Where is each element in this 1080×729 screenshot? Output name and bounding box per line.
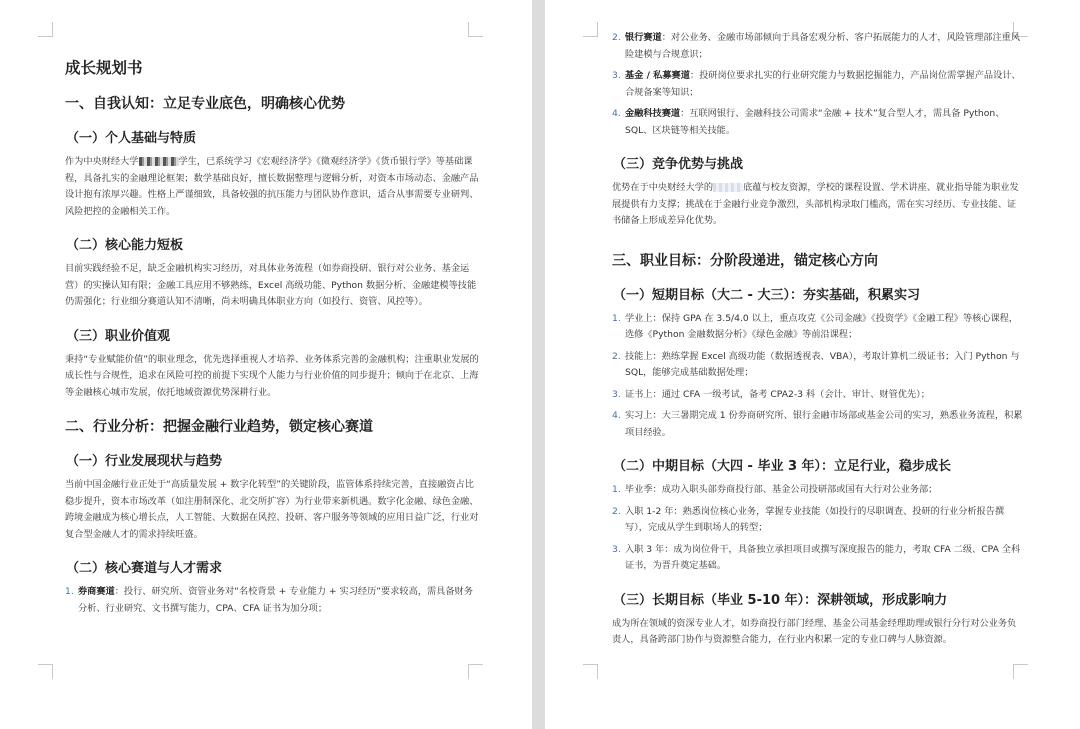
crop-mark <box>1013 664 1028 679</box>
list-item-text: ：互联网银行、金融科技公司需求“金融 + 技术”复合型人才，需具备 Python、SQL、区块链等相关技能。 <box>625 108 1005 136</box>
crop-mark <box>38 22 53 37</box>
document-page-right <box>545 0 1080 729</box>
list-item-text: 毕业季：成功入职头部券商投行部、基金公司投研部或国有大行对公业务部； <box>625 484 938 495</box>
paragraph-competitive-advantages: 优势在于中央财经大学的 底蕴与校友资源，学校的课程设置、学术讲座、就业指导能为职业发展提供有力支撑；挑战在于金融行业竞争激烈，头部机构录取门槛高，需在实习经历、专业技能、证书储备上形成差异化优势。 <box>612 182 1019 226</box>
list-item <box>612 106 1025 139</box>
list-item-label: 券商赛道 <box>78 586 115 597</box>
list-number: 1. <box>612 484 621 495</box>
crop-mark <box>468 664 483 679</box>
list-number: 3. <box>612 388 621 400</box>
list-item <box>612 349 1025 382</box>
redacted-text <box>713 183 743 192</box>
subheading-personal-basics: （一）个人基础与特质 <box>66 131 197 146</box>
subheading-core-tracks: （二）核心赛道与人才需求 <box>66 561 223 576</box>
list-item-text: ：对公业务、金融市场部倾向于具备宏观分析、客户拓展能力的人才，风险管理部注重风险建模与合规意识； <box>625 32 1021 60</box>
list-number: 2. <box>612 350 621 362</box>
crop-mark <box>38 664 53 679</box>
mid-term-goal-list <box>612 482 1025 575</box>
list-number: 3. <box>612 543 621 555</box>
list-item <box>612 68 1025 101</box>
list-item-label: 金融科技赛道 <box>625 108 681 119</box>
subheading-short-term-goals: （一）短期目标（大二 - 大三）：夯实基础，积累实习 <box>613 287 920 303</box>
section-heading-self-awareness: 一、自我认知：立足专业底色，明确核心优势 <box>65 96 345 112</box>
list-item-label: 银行赛道 <box>625 32 662 43</box>
paragraph-industry-trends: 当前中国金融行业正处于“高质量发展 + 数字化转型”的关键阶段，监管体系持续完善，直接融资占比稳步提升，资本市场改革（如注册制深化、北交所扩容）为行业带来新机遇。数字化金融、绿色金融、跨境金融成为核心增长点，人工智能、大数据在风控、投研、客户服务等领域的应用日益广泛，行业对复合型金融人才的需求持续旺盛。 <box>65 479 479 540</box>
track-list <box>65 584 482 617</box>
short-term-goal-list <box>612 311 1025 442</box>
list-number: 2. <box>612 32 621 43</box>
crop-mark <box>583 664 598 679</box>
paragraph-career-values: 秉持“专业赋能价值”的职业理念，优先选择重视人才培养、业务体系完善的金融机构；注重职业发展的成长性与合规性，追求在风险可控的前提下实现个人能力与行业价值的同步提升；倾向于在北京、上海等金融核心城市发展，依托地域资源优势深耕行业。 <box>65 353 479 398</box>
subheading-ability-gaps: （二）核心能力短板 <box>66 238 184 253</box>
paragraph-personal-basics: 作为中央财经大学 学生，已系统学习《宏观经济学》《微观经济学》《货币银行学》等基础课程，具备扎实的金融理论框架；数学基础良好，擅长数据整理与逻辑分析，对资本市场动态、金融产品设计抱有浓厚兴趣。性格上严谨细致，具备较强的抗压能力与团队协作意识，适合从事需要专业研判、风险把控的金融相关工作。 <box>65 156 479 217</box>
paragraph-long-term-goals: 成为所在领域的资深专业人才，如券商投行部门经理、基金公司基金经理助理或银行分行对公业务负责人，具备跨部门协作与资源整合能力，在行业内积累一定的专业口碑与人脉资源。 <box>612 617 1017 645</box>
list-number: 1. <box>612 312 621 324</box>
list-number: 2. <box>612 505 621 517</box>
list-item <box>612 482 1025 499</box>
document-title: 成长规划书 <box>65 59 143 77</box>
paragraph-ability-gaps: 目前实践经验不足，缺乏金融机构实习经历，对具体业务流程（如券商投研、银行对公业务、基金运营）的实操认知有限；金融工具应用不够熟练，Excel 高级功能、Python 数据分析、金融建模等技能仍需强化；行业细分赛道认知不清晰，尚未明确具体职业方向（如投行、资管、风控等）。 <box>65 263 477 307</box>
subheading-mid-term-goals: （二）中期目标（大四 - 毕业 3 年）：立足行业，稳步成长 <box>613 459 952 474</box>
list-item <box>65 584 482 617</box>
list-item-text: ：投行、研究所、资管业务对“名校背景 + 专业能力 + 实习经历”要求较高，需具备财务分析、行业研究、文书撰写能力，CPA、CFA 证书为加分项； <box>78 586 473 614</box>
list-item-text: 证书上：通过 CFA 一级考试，备考 CPA2-3 科（会计、审计、财管优先）； <box>625 388 930 400</box>
section-heading-industry-analysis: 二、行业分析：把握金融行业趋势，锁定核心赛道 <box>65 419 373 435</box>
list-item <box>612 30 1025 63</box>
list-item-text: ：投研岗位要求扎实的行业研究能力与数据挖掘能力，产品岗位需掌握产品设计、合规备案等知识； <box>625 70 1021 98</box>
subheading-career-values: （三）职业价值观 <box>66 328 171 344</box>
list-item-text: 学业上：保持 GPA 在 3.5/4.0 以上，重点攻克《公司金融》《投资学》《金融工程》等核心课程，选修《Python 金融数据分析》《绿色金融》等前沿课程； <box>625 312 1019 340</box>
list-number: 3. <box>612 70 621 81</box>
page-gutter <box>532 0 545 729</box>
crop-mark <box>583 22 598 37</box>
list-number: 4. <box>612 410 621 421</box>
list-item <box>612 504 1025 537</box>
subheading-long-term-goals: （三）长期目标（毕业 5-10 年）：深耕领域，形成影响力 <box>613 592 948 608</box>
list-item-text: 入职 3 年：成为岗位骨干，具备独立承担项目或撰写深度报告的能力，考取 CFA 二级、CPA 全科证书，为晋升奠定基础。 <box>625 543 1021 571</box>
document-page-left <box>0 0 532 729</box>
subheading-competitive-advantages: （三）竞争优势与挑战 <box>613 157 744 172</box>
section-heading-career-goals: 三、职业目标：分阶段递进，锚定核心方向 <box>612 252 878 269</box>
list-number: 1. <box>65 586 74 597</box>
list-item <box>612 387 1025 404</box>
crop-mark <box>468 22 483 37</box>
list-item <box>612 408 1025 441</box>
track-list-continued <box>612 30 1025 139</box>
list-item-text: 实习上：大三暑期完成 1 份券商研究所、银行金融市场部或基金公司的实习，熟悉业务流程，积累项目经验。 <box>625 410 1023 438</box>
subheading-industry-trends: （一）行业发展现状与趋势 <box>66 454 223 469</box>
list-item-text: 入职 1-2 年：熟悉岗位核心业务，掌握专业技能（如投行的尽职调查、投研的行业分析报告撰写），完成从学生到职场人的转型； <box>625 505 1005 533</box>
list-item <box>612 311 1025 344</box>
list-item-text: 技能上：熟练掌握 Excel 高级功能（数据透视表、VBA），考取计算机二级证书；入门 Python 与 SQL，能够完成基础数据处理； <box>625 350 1020 378</box>
list-item <box>612 542 1025 575</box>
redacted-text <box>139 157 179 166</box>
list-number: 4. <box>612 108 621 119</box>
list-item-label: 基金 / 私募赛道 <box>625 70 690 81</box>
